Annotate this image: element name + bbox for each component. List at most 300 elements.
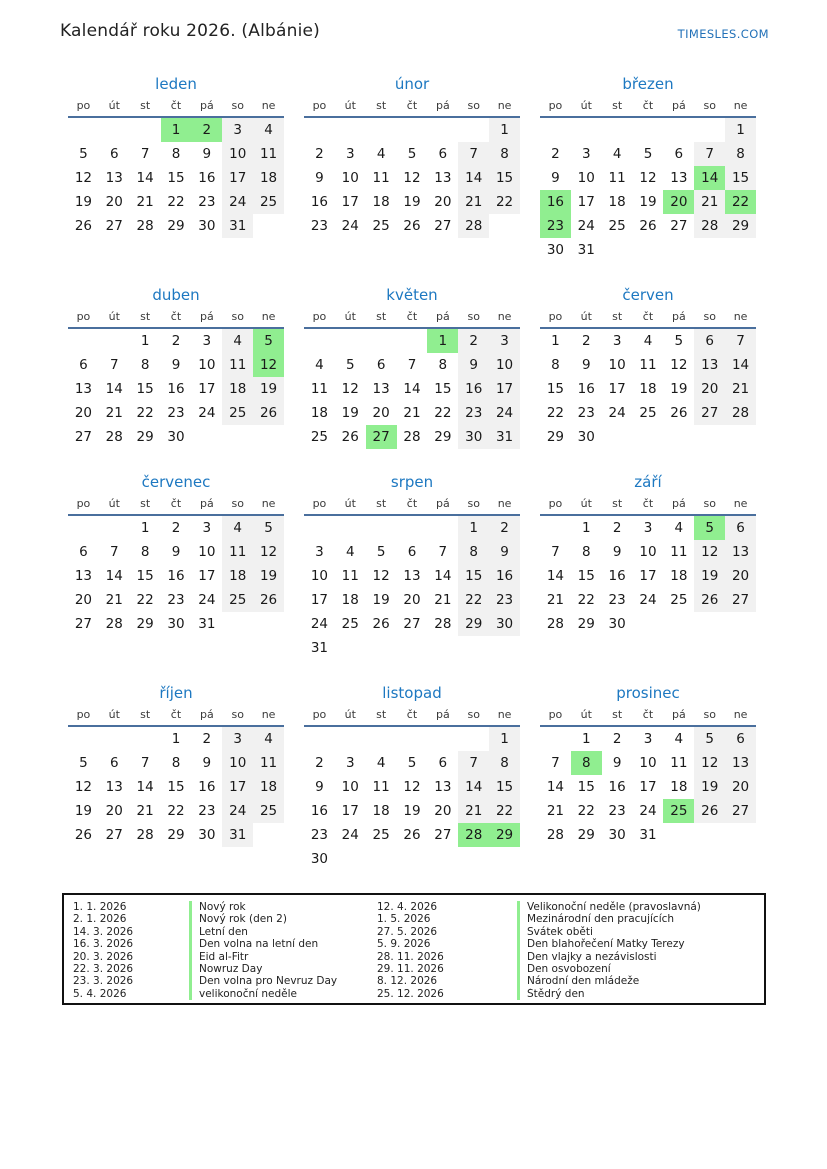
day-cell: 15 [434, 381, 452, 397]
day-cell: 26 [694, 799, 725, 823]
day-cell: 27 [694, 401, 725, 425]
day-cell: 25 [639, 405, 657, 421]
weekday-header: čt [406, 310, 418, 323]
weekday-header: st [140, 99, 151, 112]
day-cell: 20 [725, 775, 756, 799]
day-cell: 3 [222, 727, 253, 751]
day-cell: 14 [136, 779, 154, 795]
day-cell: 1 [489, 727, 520, 751]
day-cell: 9 [202, 146, 212, 162]
day-cell: 3 [202, 333, 212, 349]
day-cell: 30 [608, 616, 626, 632]
day-cell: 30 [310, 851, 329, 867]
day-cell: 23 [540, 214, 571, 238]
weekday-header: čt [406, 708, 418, 721]
legend-date: 20. 3. 2026 [73, 950, 134, 963]
day-cell: 12 [670, 357, 688, 373]
day-cell: 11 [341, 568, 359, 584]
week-row [68, 190, 284, 214]
day-cell: 29 [167, 827, 185, 843]
weekday-header: čt [642, 310, 654, 323]
day-cell: 12 [74, 779, 93, 795]
weekday-header: pá [199, 708, 214, 721]
day-cell: 14 [694, 166, 725, 190]
week-row [68, 612, 284, 636]
legend-date: 1. 5. 2026 [377, 913, 431, 926]
day-cell: 20 [434, 194, 452, 210]
day-cell: 9 [489, 540, 520, 564]
week-row [304, 799, 520, 823]
day-cell: 5 [253, 329, 284, 353]
weekday-header: út [580, 99, 592, 112]
day-cell: 17 [198, 568, 216, 584]
day-cell: 2 [489, 516, 520, 540]
day-cell: 17 [639, 568, 657, 584]
day-cell: 10 [341, 779, 359, 795]
day-cell: 7 [438, 544, 448, 560]
week-row [540, 588, 756, 612]
week-row [540, 564, 756, 588]
day-cell: 24 [310, 616, 329, 632]
weekday-header: út [344, 497, 356, 510]
site-link[interactable]: TIMESLES.COM [677, 27, 769, 41]
day-cell [458, 636, 489, 660]
day-cell: 5 [407, 146, 417, 162]
day-cell: 16 [310, 194, 329, 210]
day-cell: 17 [198, 381, 216, 397]
day-cell: 15 [458, 564, 489, 588]
weekday-header: út [580, 497, 592, 510]
weekday-header-row [304, 96, 520, 118]
day-cell: 31 [222, 823, 253, 847]
day-cell: 1 [161, 118, 192, 142]
day-cell: 27 [105, 827, 123, 843]
day-cell: 4 [222, 516, 253, 540]
day-cell [130, 118, 161, 142]
day-cell: 21 [136, 194, 154, 210]
day-cell: 31 [310, 640, 329, 656]
day-cell: 17 [222, 775, 253, 799]
day-cell: 21 [105, 405, 123, 421]
weekday-header: so [467, 497, 480, 510]
day-cell: 3 [643, 731, 653, 747]
day-cell: 29 [136, 616, 154, 632]
month-title[interactable]: květen [386, 286, 438, 304]
day-cell: 14 [458, 166, 489, 190]
day-cell: 16 [489, 564, 520, 588]
day-cell: 21 [546, 803, 565, 819]
day-cell: 10 [310, 568, 329, 584]
day-cell: 11 [639, 357, 657, 373]
day-cell: 16 [167, 568, 185, 584]
day-cell: 8 [571, 751, 602, 775]
day-cell: 30 [198, 218, 216, 234]
day-cell: 22 [167, 194, 185, 210]
day-cell: 18 [639, 381, 657, 397]
day-cell: 16 [198, 170, 216, 186]
day-cell [602, 118, 633, 142]
month-title[interactable]: leden [155, 75, 197, 93]
day-cell [663, 238, 694, 262]
week-row [68, 214, 284, 238]
day-cell: 19 [253, 564, 284, 588]
day-cell [694, 118, 725, 142]
day-cell: 13 [74, 568, 93, 584]
month-title[interactable]: říjen [159, 684, 193, 702]
weekday-header: pá [671, 708, 686, 721]
day-cell: 8 [438, 357, 448, 373]
month-title[interactable]: červenec [141, 473, 211, 491]
day-cell: 28 [136, 827, 154, 843]
day-cell: 10 [639, 755, 657, 771]
day-cell [335, 118, 366, 142]
day-cell: 25 [372, 218, 390, 234]
day-cell: 16 [198, 779, 216, 795]
day-cell: 9 [581, 357, 591, 373]
day-cell: 14 [105, 381, 123, 397]
day-cell: 2 [315, 146, 324, 162]
weekday-header-row [540, 705, 756, 727]
weekday-header: po [312, 497, 327, 510]
day-cell: 20 [105, 194, 123, 210]
week-row [540, 727, 756, 751]
day-cell: 17 [639, 779, 657, 795]
week-row [68, 540, 284, 564]
day-cell [458, 118, 489, 142]
week-row [304, 118, 520, 142]
day-cell: 25 [341, 616, 359, 632]
month-title[interactable]: listopad [382, 684, 442, 702]
day-cell: 28 [694, 214, 725, 238]
day-cell: 1 [427, 329, 458, 353]
day-cell: 19 [694, 775, 725, 799]
week-row [540, 353, 756, 377]
day-cell: 25 [670, 592, 688, 608]
day-cell: 16 [310, 803, 329, 819]
day-cell [335, 636, 366, 660]
day-cell: 11 [670, 544, 688, 560]
week-row [304, 516, 520, 540]
day-cell: 7 [694, 142, 725, 166]
day-cell [335, 727, 366, 751]
day-cell: 9 [612, 755, 622, 771]
day-cell [222, 425, 253, 449]
weekday-header: ne [497, 708, 512, 721]
day-cell [335, 847, 366, 871]
day-cell: 3 [202, 520, 212, 536]
weekday-header: po [312, 310, 327, 323]
month-title[interactable]: únor [394, 75, 430, 93]
month-duben [68, 285, 284, 449]
day-cell: 21 [403, 405, 421, 421]
day-cell [253, 214, 284, 238]
day-cell [304, 329, 335, 353]
day-cell: 29 [136, 429, 154, 445]
day-cell: 5 [253, 516, 284, 540]
legend-holiday-name: Štědrý den [517, 988, 760, 1000]
month-září [540, 472, 756, 636]
week-row [540, 516, 756, 540]
weekday-header-row [540, 307, 756, 329]
day-cell: 2 [551, 146, 560, 162]
day-cell: 15 [725, 166, 756, 190]
week-row [68, 425, 284, 449]
day-cell: 17 [489, 377, 520, 401]
day-cell: 13 [105, 779, 123, 795]
day-cell: 2 [612, 731, 622, 747]
weekday-header: út [344, 310, 356, 323]
day-cell: 10 [489, 353, 520, 377]
day-cell: 28 [403, 429, 421, 445]
day-cell: 23 [167, 405, 185, 421]
day-cell: 31 [222, 214, 253, 238]
day-cell [725, 612, 756, 636]
week-row [540, 214, 756, 238]
day-cell: 1 [725, 118, 756, 142]
day-cell: 26 [74, 827, 93, 843]
week-row [304, 166, 520, 190]
day-cell: 14 [546, 568, 565, 584]
week-row [540, 612, 756, 636]
weekday-header: pá [199, 310, 214, 323]
day-cell: 6 [694, 329, 725, 353]
day-cell: 8 [458, 540, 489, 564]
weekday-header: po [548, 708, 563, 721]
weekday-header: po [76, 99, 91, 112]
day-cell: 15 [577, 779, 595, 795]
legend-holiday-name: Den blahořečení Matky Terezy [517, 938, 760, 950]
weekday-header: čt [170, 310, 182, 323]
month-červen [540, 285, 756, 449]
day-cell [335, 329, 366, 353]
week-row [68, 564, 284, 588]
weekday-header: st [612, 99, 623, 112]
day-cell: 1 [581, 520, 591, 536]
day-cell: 7 [725, 329, 756, 353]
day-cell [663, 823, 694, 847]
weekday-header: ne [733, 310, 748, 323]
week-row [68, 353, 284, 377]
day-cell: 13 [74, 381, 93, 397]
weekday-header: čt [642, 99, 654, 112]
day-cell: 23 [310, 827, 329, 843]
day-cell: 4 [643, 333, 653, 349]
weekday-header: so [467, 310, 480, 323]
day-cell: 19 [341, 405, 359, 421]
day-cell: 24 [198, 592, 216, 608]
legend-date: 16. 3. 2026 [73, 938, 134, 951]
day-cell: 24 [198, 405, 216, 421]
week-row [68, 166, 284, 190]
legend-date: 14. 3. 2026 [73, 925, 134, 938]
day-cell: 27 [403, 616, 421, 632]
day-cell: 29 [489, 823, 520, 847]
month-březen [540, 74, 756, 262]
day-cell: 14 [136, 170, 154, 186]
day-cell: 12 [341, 381, 359, 397]
weekday-header-row [68, 494, 284, 516]
weekday-header: ne [261, 310, 276, 323]
day-cell [489, 636, 520, 660]
month-title[interactable]: duben [152, 286, 200, 304]
week-row [68, 118, 284, 142]
week-row [68, 377, 284, 401]
day-cell [725, 238, 756, 262]
day-cell: 30 [198, 827, 216, 843]
day-cell [366, 636, 397, 660]
week-row [304, 329, 520, 353]
day-cell: 10 [639, 544, 657, 560]
day-cell: 20 [403, 592, 421, 608]
day-cell: 23 [310, 218, 329, 234]
week-row [304, 377, 520, 401]
week-row [304, 214, 520, 238]
day-cell: 30 [546, 242, 565, 258]
day-cell: 12 [253, 540, 284, 564]
weekday-header: út [344, 708, 356, 721]
day-cell: 11 [608, 170, 626, 186]
week-row [304, 727, 520, 751]
day-cell: 24 [577, 218, 595, 234]
day-cell: 23 [198, 803, 216, 819]
day-cell [366, 118, 397, 142]
weekday-header: ne [261, 99, 276, 112]
legend-holiday-name: Nový rok [189, 901, 377, 913]
day-cell: 8 [140, 544, 150, 560]
month-title[interactable]: září [634, 473, 662, 491]
day-cell: 19 [253, 377, 284, 401]
day-cell: 6 [109, 146, 119, 162]
month-title[interactable]: prosinec [616, 684, 680, 702]
day-cell: 7 [551, 755, 560, 771]
weekday-header: ne [497, 99, 512, 112]
day-cell: 26 [341, 429, 359, 445]
day-cell: 6 [407, 544, 417, 560]
day-cell: 16 [540, 190, 571, 214]
day-cell: 27 [105, 218, 123, 234]
day-cell: 9 [315, 779, 324, 795]
day-cell: 7 [458, 751, 489, 775]
weekday-header: pá [671, 310, 686, 323]
day-cell [130, 727, 161, 751]
day-cell: 7 [140, 146, 150, 162]
day-cell: 18 [253, 166, 284, 190]
week-row [304, 588, 520, 612]
weekday-header: po [76, 708, 91, 721]
weekday-header: so [467, 708, 480, 721]
day-cell: 21 [694, 190, 725, 214]
day-cell: 14 [458, 775, 489, 799]
day-cell: 7 [109, 544, 119, 560]
day-cell: 2 [612, 520, 622, 536]
weekday-header: pá [199, 497, 214, 510]
week-row [304, 612, 520, 636]
day-cell: 26 [253, 401, 284, 425]
day-cell: 20 [372, 405, 390, 421]
day-cell: 15 [577, 568, 595, 584]
day-cell: 1 [140, 520, 150, 536]
day-cell: 5 [79, 755, 88, 771]
day-cell: 12 [694, 751, 725, 775]
day-cell: 10 [608, 357, 626, 373]
day-cell: 28 [136, 218, 154, 234]
day-cell: 10 [222, 751, 253, 775]
day-cell: 16 [608, 779, 626, 795]
day-cell: 17 [341, 194, 359, 210]
day-cell: 29 [434, 429, 452, 445]
day-cell: 23 [198, 194, 216, 210]
day-cell [366, 516, 397, 540]
day-cell: 4 [674, 520, 684, 536]
weekday-header: st [612, 310, 623, 323]
day-cell [366, 847, 397, 871]
day-cell: 26 [74, 218, 93, 234]
day-cell: 3 [612, 333, 622, 349]
day-cell: 27 [725, 588, 756, 612]
day-cell: 31 [489, 425, 520, 449]
day-cell: 21 [458, 799, 489, 823]
day-cell: 18 [670, 779, 688, 795]
month-title[interactable]: srpen [390, 473, 434, 491]
day-cell [427, 847, 458, 871]
week-row [540, 118, 756, 142]
day-cell [99, 118, 130, 142]
day-cell: 24 [222, 190, 253, 214]
day-cell: 5 [694, 516, 725, 540]
day-cell [253, 823, 284, 847]
month-title[interactable]: březen [622, 75, 674, 93]
day-cell: 22 [136, 405, 154, 421]
day-cell: 9 [315, 170, 324, 186]
month-title[interactable]: červen [622, 286, 674, 304]
day-cell: 6 [438, 755, 448, 771]
weekday-header-row [68, 96, 284, 118]
day-cell: 10 [198, 357, 216, 373]
day-cell [222, 612, 253, 636]
weekday-header-row [68, 705, 284, 727]
legend-date: 5. 4. 2026 [73, 987, 127, 1000]
day-cell: 22 [577, 592, 595, 608]
day-cell [397, 847, 428, 871]
day-cell: 30 [577, 429, 595, 445]
day-cell: 6 [79, 544, 88, 560]
day-cell: 11 [310, 381, 329, 397]
legend-holiday-name: Nový rok (den 2) [189, 913, 377, 925]
day-cell: 18 [253, 775, 284, 799]
day-cell: 23 [167, 592, 185, 608]
day-cell: 8 [725, 142, 756, 166]
legend-holiday-name: Mezinárodní den pracujících [517, 913, 760, 925]
day-cell: 18 [310, 405, 329, 421]
day-cell: 20 [74, 592, 93, 608]
day-cell: 4 [253, 118, 284, 142]
week-row [68, 727, 284, 751]
day-cell: 26 [694, 588, 725, 612]
day-cell: 2 [581, 333, 591, 349]
day-cell: 30 [489, 612, 520, 636]
weekday-header: so [703, 497, 716, 510]
week-row [540, 238, 756, 262]
day-cell [427, 516, 458, 540]
day-cell [253, 425, 284, 449]
weekday-header: ne [733, 99, 748, 112]
day-cell: 20 [105, 803, 123, 819]
day-cell [304, 118, 335, 142]
day-cell: 22 [434, 405, 452, 421]
day-cell: 24 [341, 827, 359, 843]
week-row [68, 516, 284, 540]
day-cell [397, 516, 428, 540]
